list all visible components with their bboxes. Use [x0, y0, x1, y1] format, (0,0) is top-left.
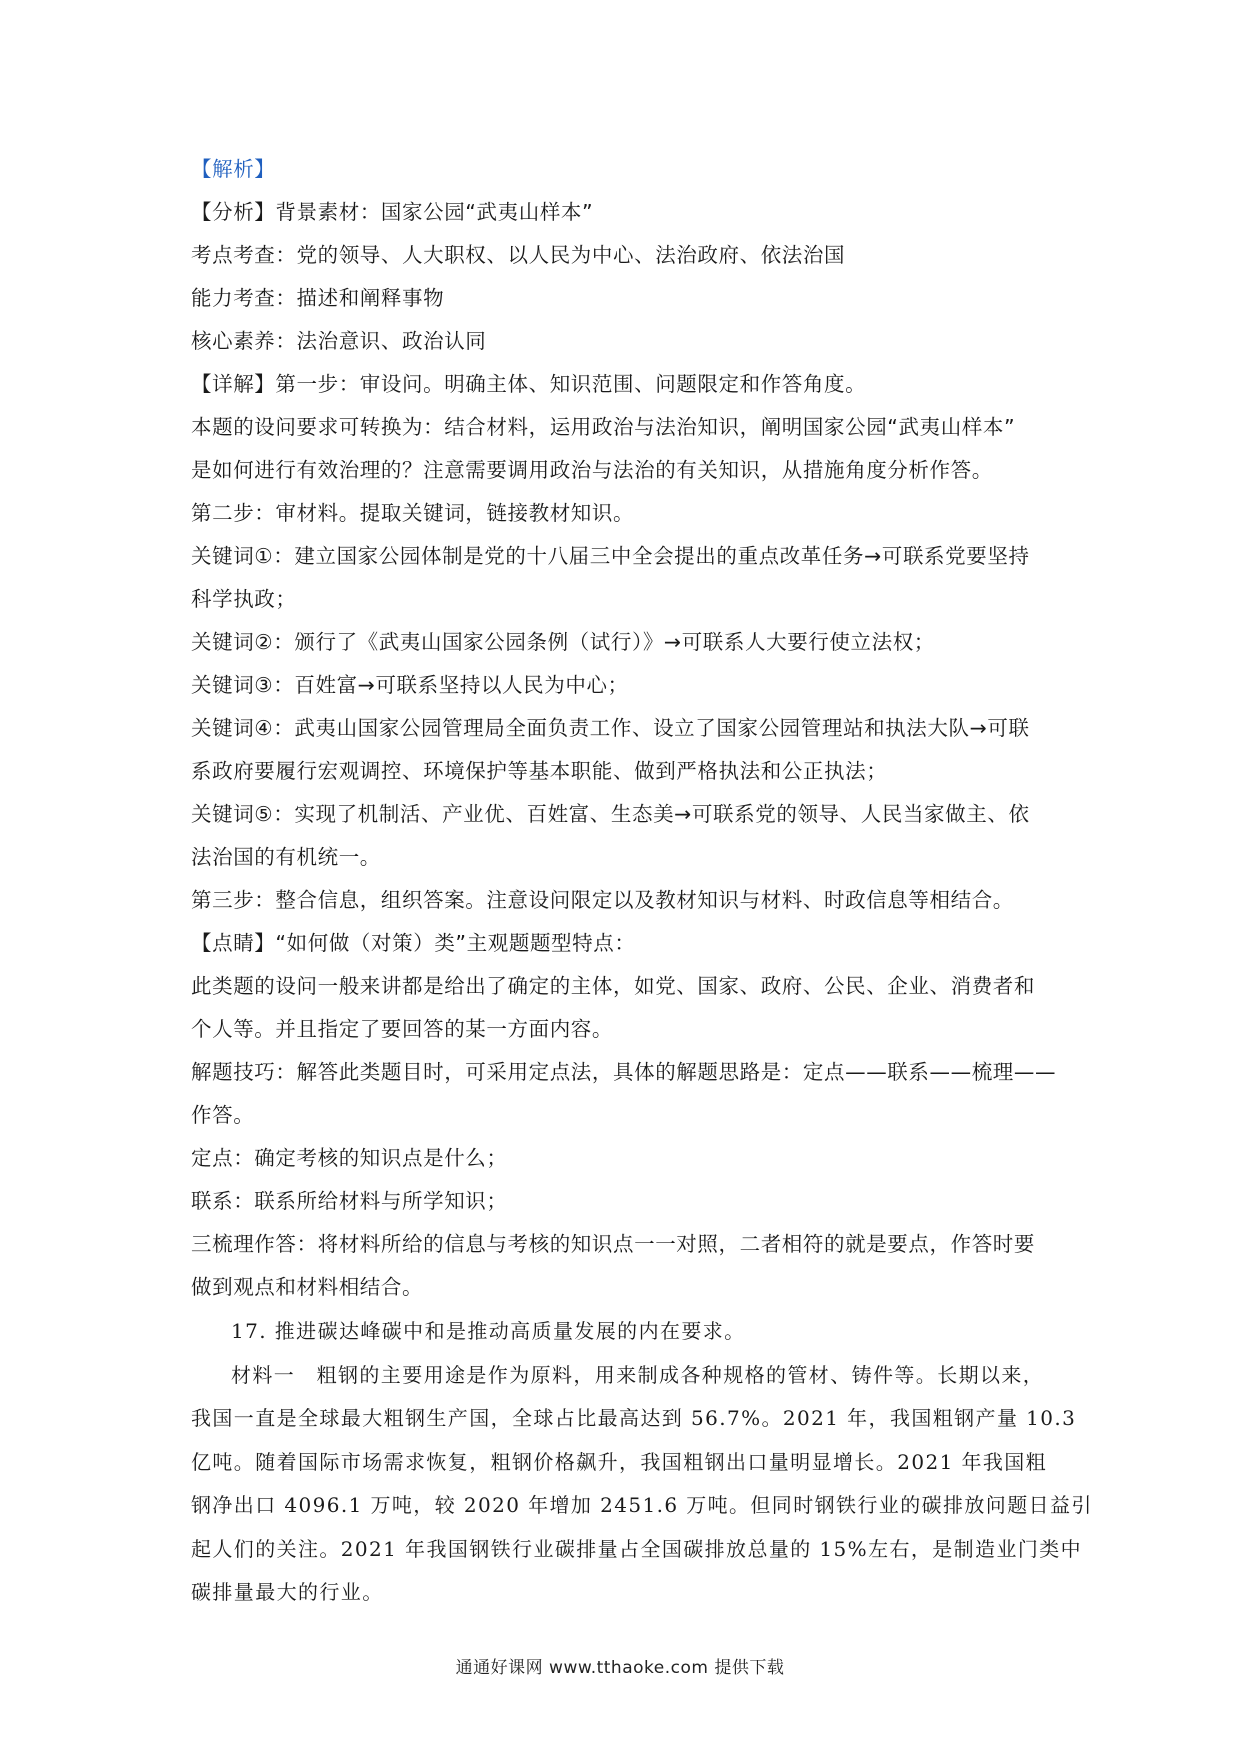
analysis-line: 关键词②：颁行了《武夷山国家公园条例（试行）》→可联系人大要行使立法权；	[191, 630, 935, 654]
analysis-line: 解题技巧：解答此类题目时，可采用定点法，具体的解题思路是：定点——联系——梳理——	[191, 1060, 1057, 1084]
question-material	[191, 1354, 1093, 1615]
analysis-line: 系政府要履行宏观调控、环境保护等基本职能、做到严格执法和公正执法；	[191, 759, 888, 783]
analysis-line: 个人等。并且指定了要回答的某一方面内容。	[191, 1017, 613, 1041]
analysis-line: 第二步：审材料。提取关键词，链接教材知识。	[191, 501, 635, 525]
analysis-line: 考点考查：党的领导、人大职权、以人民为中心、法治政府、依法治国	[191, 243, 846, 267]
material-line: 亿吨。随着国际市场需求恢复，粗钢价格飙升，我国粗钢出口量明显增长。2021 年我国粗	[191, 1449, 1048, 1474]
material-line: 钢净出口 4096.1 万吨，较 2020 年增加 2451.6 万吨。但同时钢铁行业的碳排放问题日益引	[191, 1493, 1093, 1517]
analysis-line: 关键词①：建立国家公园体制是党的十八届三中全会提出的重点改革任务→可联系党要坚持	[191, 544, 1030, 568]
footer-watermark: 通通好课网 www.tthaoke.com 提供下载	[455, 1658, 785, 1678]
analysis-line: 是如何进行有效治理的？注意需要调用政治与法治的有关知识，从措施角度分析作答。	[191, 458, 993, 482]
analysis-line: 核心素养：法治意识、政治认同	[191, 329, 487, 353]
page-content	[191, 148, 1093, 1615]
analysis-line: 能力考查：描述和阐释事物	[191, 286, 445, 310]
analysis-line: 关键词③：百姓富→可联系坚持以人民为中心；	[191, 673, 629, 697]
analysis-line: 科学执政；	[191, 587, 297, 611]
analysis-line: 联系：联系所给材料与所学知识；	[191, 1189, 508, 1213]
analysis-line: 第三步：整合信息，组织答案。注意设问限定以及教材知识与材料、时政信息等相结合。	[191, 888, 1014, 912]
material-line: 碳排量最大的行业。	[191, 1580, 384, 1604]
analysis-body	[191, 191, 1061, 1309]
analysis-line: 做到观点和材料相结合。	[191, 1275, 424, 1299]
analysis-line: 作答。	[191, 1103, 255, 1127]
analysis-line: 三梳理作答：将材料所给的信息与考核的知识点一一对照，二者相符的就是要点，作答时要	[191, 1232, 1035, 1256]
material-line: 材料一 粗钢的主要用途是作为原料，用来制成各种规格的管材、铸件等。长期以来，	[231, 1362, 1045, 1387]
analysis-line: 关键词④：武夷山国家公园管理局全面负责工作、设立了国家公园管理站和执法大队→可联	[191, 716, 1030, 740]
analysis-line: 【分析】背景素材：国家公园“武夷山样本”	[191, 200, 594, 224]
analysis-line: 【详解】第一步：审设问。明确主体、知识范围、问题限定和作答角度。	[191, 372, 867, 396]
material-line: 我国一直是全球最大粗钢生产国，全球占比最高达到 56.7%。2021 年，我国粗钢产量 10.3	[191, 1406, 1077, 1430]
analysis-line: 此类题的设问一般来讲都是给出了确定的主体，如党、国家、政府、公民、企业、消费者和	[191, 974, 1035, 998]
analysis-line: 关键词⑤：实现了机制活、产业优、百姓富、生态美→可联系党的领导、人民当家做主、依	[191, 802, 1030, 826]
analysis-line: 法治国的有机统一。	[191, 845, 381, 869]
analysis-heading: 【解析】	[191, 157, 276, 181]
analysis-line: 定点：确定考核的知识点是什么；	[191, 1146, 508, 1170]
question-title: 17. 推进碳达峰碳中和是推动高质量发展的内在要求。	[231, 1319, 746, 1343]
material-line: 起人们的关注。2021 年我国钢铁行业碳排量占全国碳排放总量的 15%左右，是制造业门类中	[191, 1536, 1083, 1561]
analysis-line: 本题的设问要求可转换为：结合材料，运用政治与法治知识，阐明国家公园“武夷山样本”	[191, 415, 1016, 439]
analysis-line: 【点睛】“如何做（对策）类”主观题题型特点：	[191, 931, 636, 955]
